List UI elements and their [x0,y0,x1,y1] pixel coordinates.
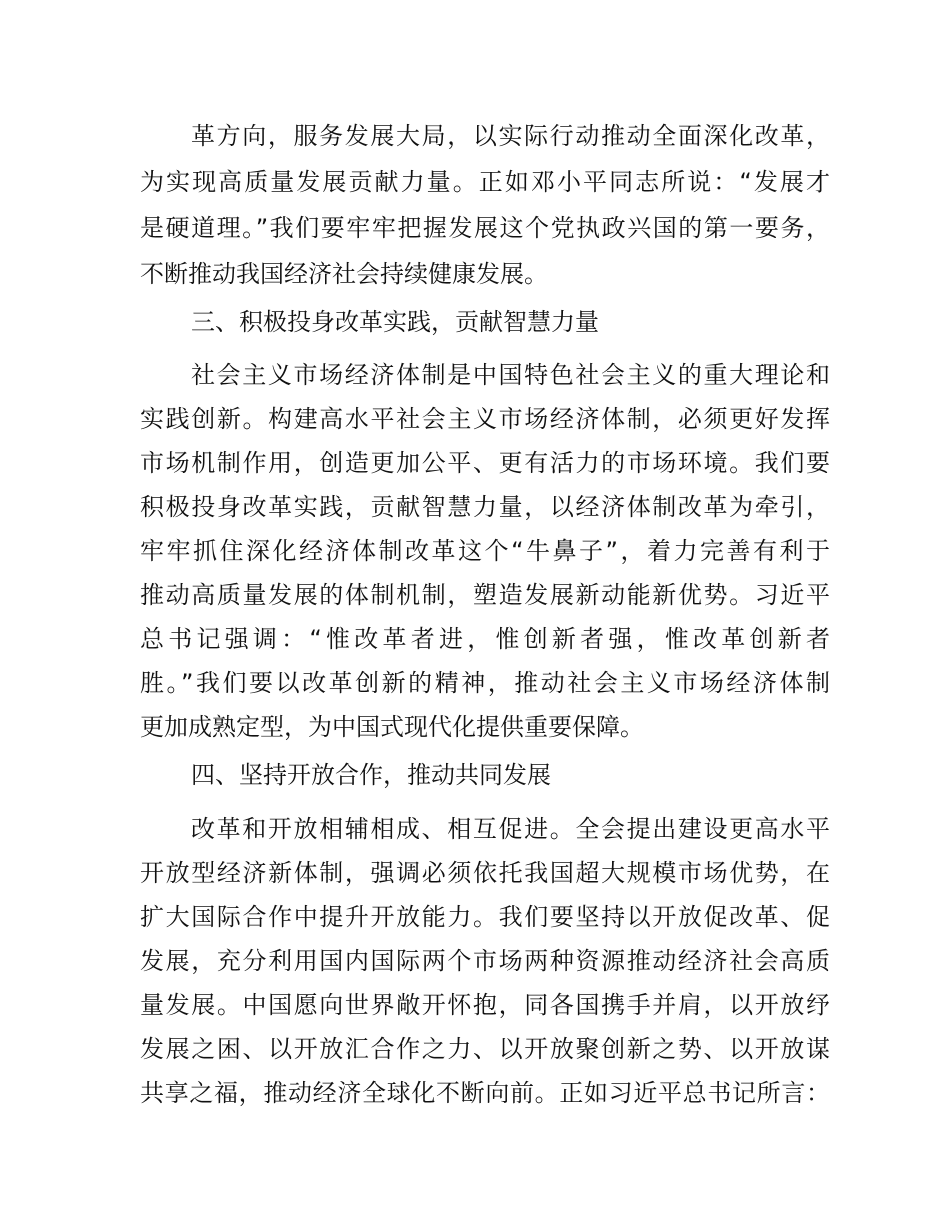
paragraph-line-20: 共享之福，推动经济全球化不断向前。正如习近平总书记所言： [140,1079,830,1107]
paragraph-line-4: 不断推动我国经济社会持续健康发展。 [140,260,548,288]
paragraph-line-13: 更加成熟定型，为中国式现代化提供重要保障。 [140,713,644,741]
paragraph-line-16: 扩大国际合作中提升开放能力。我们要坚持以开放促改革、促 [140,903,830,931]
paragraph-line-17: 发展，充分利用国内国际两个市场两种资源推动经济社会高质 [140,947,830,975]
section-heading-4: 四、坚持开放合作，推动共同发展 [191,761,551,789]
paragraph-line-12: 胜。”我们要以改革创新的精神，推动社会主义市场经济体制 [140,669,830,697]
paragraph-line-8: 积极投身改革实践，贡献智慧力量，以经济体制改革为牵引， [140,493,830,521]
paragraph-line-9: 牢牢抓住深化经济体制改革这个“牛鼻子”，着力完善有利于 [140,537,830,565]
paragraph-line-15: 开放型经济新体制，强调必须依托我国超大规模市场优势，在 [140,859,830,887]
paragraph-line-5: 社会主义市场经济体制是中国特色社会主义的重大理论和 [191,361,830,389]
paragraph-line-7: 市场机制作用，创造更加公平、更有活力的市场环境。我们要 [140,449,830,477]
paragraph-line-1: 革方向，服务发展大局，以实际行动推动全面深化改革， [191,122,830,150]
paragraph-line-6: 实践创新。构建高水平社会主义市场经济体制，必须更好发挥 [140,405,830,433]
paragraph-line-3: 是硬道理。”我们要牢牢把握发展这个党执政兴国的第一要务， [140,214,830,242]
paragraph-line-19: 发展之困、以开放汇合作之力、以开放聚创新之势、以开放谋 [140,1035,830,1063]
section-heading-3: 三、积极投身改革实践，贡献智慧力量 [191,308,599,336]
paragraph-line-18: 量发展。中国愿向世界敞开怀抱，同各国携手并肩，以开放纾 [140,991,830,1019]
paragraph-line-10: 推动高质量发展的体制机制，塑造发展新动能新优势。习近平 [140,581,830,609]
paragraph-line-11: 总书记强调：“惟改革者进，惟创新者强，惟改革创新者 [140,625,830,653]
paragraph-line-2: 为实现高质量发展贡献力量。正如邓小平同志所说：“发展才 [140,168,830,196]
paragraph-line-14: 改革和开放相辅相成、相互促进。全会提出建设更高水平 [191,815,830,843]
